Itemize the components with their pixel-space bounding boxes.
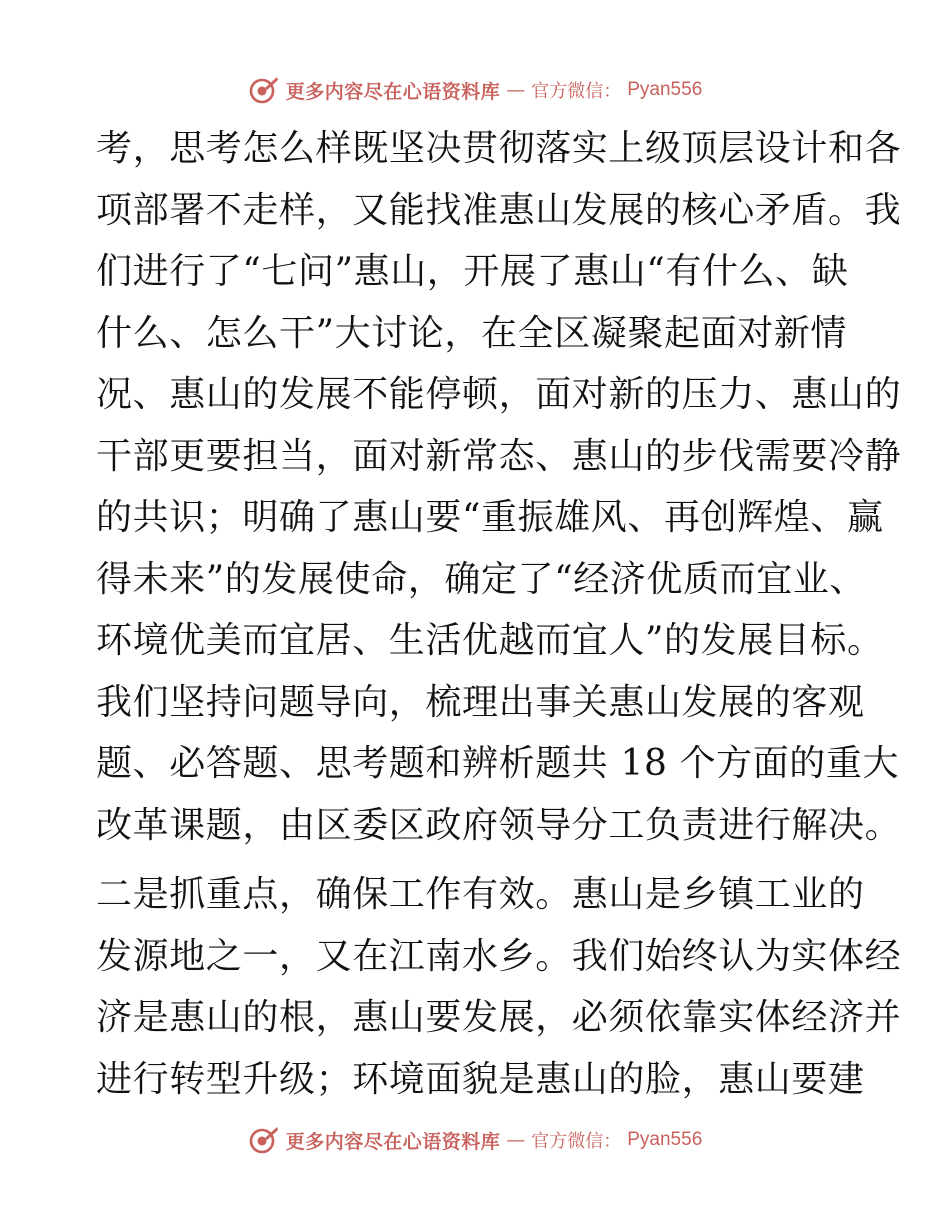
text-line: 干部更要担当，面对新常态、惠山的步伐需要冷静 [96, 435, 902, 477]
text-line: 的共识；明确了惠山要“重振雄风、再创辉煌、赢 [96, 497, 884, 538]
banner-wechat-id: Pyan556 [627, 79, 703, 100]
text-line: 况、惠山的发展不能停顿，面对新的压力、惠山的 [96, 374, 902, 415]
banner-wechat-label: 官方微信： [531, 1131, 622, 1152]
text-line: 什么、怎么干”大讨论，在全区凝聚起面对新情 [96, 312, 848, 354]
document-body [96, 118, 902, 1110]
banner-dash: — [506, 1129, 526, 1151]
banner-dash: — [506, 79, 526, 101]
pen-logo-icon [248, 74, 280, 106]
banner-wechat-id: Pyan556 [627, 1129, 703, 1150]
text-line: 环境优美而宜居、生活优越而宜人”的发展目标。 [96, 620, 884, 661]
text-line: 们进行了“七问”惠山，开展了惠山“有什么、缺 [96, 251, 849, 292]
banner-main-text: 更多内容尽在心语资料库 [285, 1130, 501, 1153]
text-line: 我们坚持问题导向，梳理出事关惠山发展的客观 [96, 681, 865, 723]
text-line: 发源地之一，又在江南水乡。我们始终认为实体经 [96, 935, 902, 977]
text-line: 题、必答题、思考题和辨析题共 18 个方面的重大 [96, 743, 900, 784]
text-line: 进行转型升级；环境面貌是惠山的脸，惠山要建 [96, 1058, 865, 1100]
banner-main-text: 更多内容尽在心语资料库 [285, 80, 501, 103]
text-line: 改革课题，由区委区政府领导分工负责进行解决。 [96, 804, 902, 846]
text-line: 项部署不走样，又能找准惠山发展的核心矛盾。我 [96, 189, 902, 231]
text-line: 济是惠山的根，惠山要发展，必须依靠实体经济并 [96, 997, 902, 1038]
header-banner [0, 70, 950, 110]
text-line: 考，思考怎么样既坚决贯彻落实上级顶层设计和各 [96, 128, 902, 169]
text-line: 得未来”的发展使命，确定了“经济优质而宜业、 [96, 558, 867, 600]
banner-wechat-label: 官方微信： [531, 81, 622, 102]
paragraph-start-line: 二是抓重点，确保工作有效。惠山是乡镇工业的 [96, 874, 865, 915]
footer-banner [0, 1120, 950, 1160]
pen-logo-icon [248, 1124, 280, 1156]
